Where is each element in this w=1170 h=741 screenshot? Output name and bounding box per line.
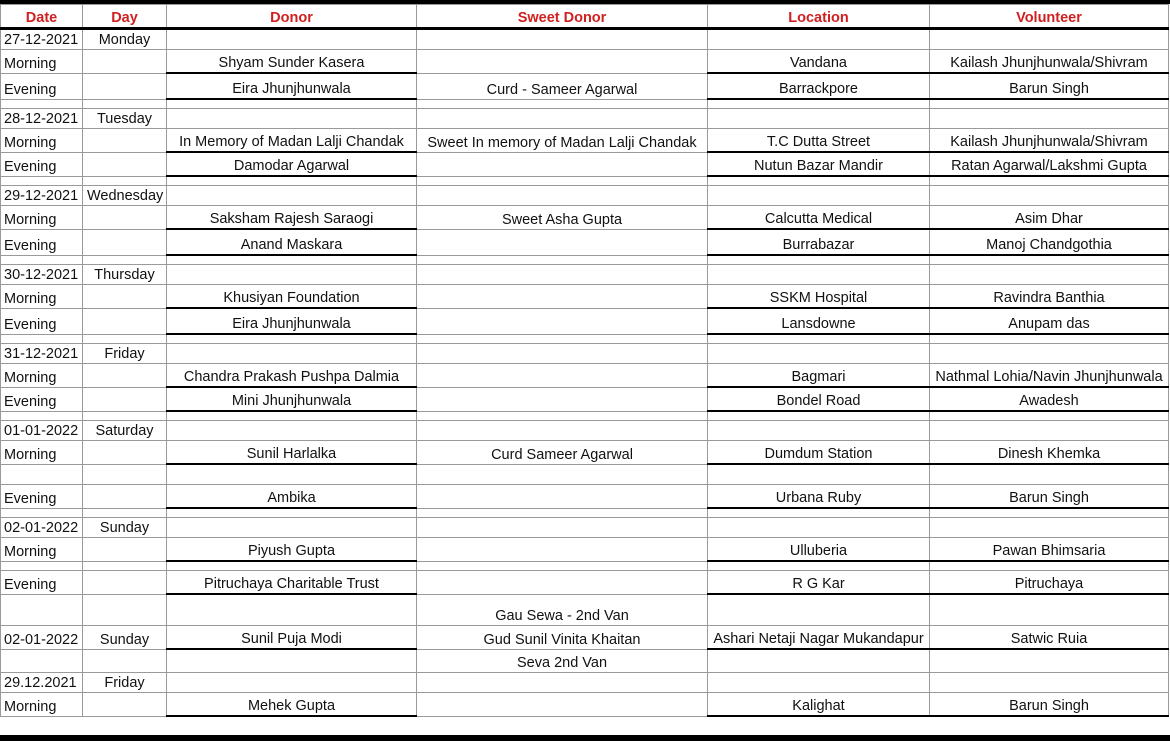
cell-donor — [167, 344, 417, 364]
cell-donor: Ambika — [167, 485, 417, 509]
cell-date: Morning — [1, 206, 83, 230]
cell-day: Thursday — [83, 265, 167, 285]
cell-donor — [167, 508, 417, 518]
cell-volunteer: Pitruchaya — [930, 571, 1169, 595]
cell-day: Sunday — [83, 518, 167, 538]
cell-day — [83, 464, 167, 485]
cell-donor — [167, 109, 417, 129]
cell-date: Evening — [1, 73, 83, 99]
table-row — [1, 229, 1169, 255]
cell-day — [83, 485, 167, 509]
cell-volunteer — [930, 186, 1169, 206]
cell-day: Monday — [83, 29, 167, 50]
cell-donor — [167, 29, 417, 50]
cell-location: Kalighat — [708, 693, 930, 717]
table-row — [1, 571, 1169, 595]
cell-date: Morning — [1, 693, 83, 717]
cell-date — [1, 176, 83, 186]
cell-location — [708, 99, 930, 109]
cell-sweet-donor — [417, 152, 708, 176]
cell-location: Dumdum Station — [708, 441, 930, 465]
table-row — [1, 308, 1169, 334]
cell-day — [83, 441, 167, 465]
table-row — [1, 561, 1169, 571]
table-row — [1, 176, 1169, 186]
cell-location: Bondel Road — [708, 387, 930, 411]
cell-date: Morning — [1, 538, 83, 562]
cell-day — [83, 594, 167, 626]
cell-date: 31-12-2021 — [1, 344, 83, 364]
cell-sweet-donor — [417, 693, 708, 717]
cell-date: Evening — [1, 387, 83, 411]
cell-location — [708, 109, 930, 129]
cell-location: SSKM Hospital — [708, 285, 930, 309]
cell-volunteer — [930, 344, 1169, 364]
cell-volunteer — [930, 464, 1169, 485]
cell-donor — [167, 186, 417, 206]
table-row — [1, 206, 1169, 230]
cell-volunteer: Satwic Ruia — [930, 626, 1169, 650]
bottom-border — [0, 735, 1170, 741]
cell-location — [708, 518, 930, 538]
cell-volunteer — [930, 561, 1169, 571]
cell-donor: Shyam Sunder Kasera — [167, 50, 417, 74]
cell-location — [708, 508, 930, 518]
cell-day — [83, 571, 167, 595]
table-row — [1, 421, 1169, 441]
cell-date: 29.12.2021 — [1, 673, 83, 693]
table-row — [1, 265, 1169, 285]
cell-volunteer — [930, 29, 1169, 50]
cell-volunteer: Dinesh Khemka — [930, 441, 1169, 465]
cell-date — [1, 334, 83, 344]
cell-volunteer: Asim Dhar — [930, 206, 1169, 230]
cell-volunteer: Awadesh — [930, 387, 1169, 411]
table-row — [1, 441, 1169, 465]
cell-date — [1, 99, 83, 109]
cell-location: Vandana — [708, 50, 930, 74]
cell-sweet-donor — [417, 186, 708, 206]
cell-sweet-donor: Curd Sameer Agarwal — [417, 441, 708, 465]
table-row — [1, 364, 1169, 388]
cell-volunteer: Kailash Jhunjhunwala/Shivram — [930, 129, 1169, 153]
cell-location — [708, 176, 930, 186]
cell-donor: Pitruchaya Charitable Trust — [167, 571, 417, 595]
cell-volunteer: Barun Singh — [930, 485, 1169, 509]
cell-date: Evening — [1, 308, 83, 334]
header-location: Location — [708, 5, 930, 29]
cell-donor: Sunil Puja Modi — [167, 626, 417, 650]
schedule-table — [0, 4, 1169, 717]
cell-volunteer: Nathmal Lohia/Navin Jhunjhunwala — [930, 364, 1169, 388]
cell-donor — [167, 421, 417, 441]
cell-location: Barrackpore — [708, 73, 930, 99]
header-volunteer: Volunteer — [930, 5, 1169, 29]
cell-date — [1, 255, 83, 265]
cell-date: 02-01-2022 — [1, 626, 83, 650]
cell-location: Calcutta Medical — [708, 206, 930, 230]
table-row — [1, 508, 1169, 518]
cell-day: Wednesday — [83, 186, 167, 206]
cell-volunteer: Kailash Jhunjhunwala/Shivram — [930, 50, 1169, 74]
cell-volunteer — [930, 594, 1169, 626]
cell-donor: Mini Jhunjhunwala — [167, 387, 417, 411]
cell-sweet-donor — [417, 285, 708, 309]
cell-sweet-donor — [417, 673, 708, 693]
cell-sweet-donor — [417, 464, 708, 485]
cell-location: T.C Dutta Street — [708, 129, 930, 153]
cell-date: Evening — [1, 152, 83, 176]
cell-volunteer — [930, 421, 1169, 441]
cell-location — [708, 421, 930, 441]
cell-volunteer: Anupam das — [930, 308, 1169, 334]
table-row — [1, 50, 1169, 74]
cell-sweet-donor — [417, 229, 708, 255]
table-row — [1, 152, 1169, 176]
table-row — [1, 411, 1169, 421]
table-row — [1, 285, 1169, 309]
cell-donor: Khusiyan Foundation — [167, 285, 417, 309]
cell-date: Morning — [1, 50, 83, 74]
schedule-body — [1, 29, 1169, 717]
cell-donor — [167, 594, 417, 626]
cell-donor — [167, 649, 417, 673]
cell-date: Morning — [1, 285, 83, 309]
cell-sweet-donor — [417, 344, 708, 364]
table-row — [1, 129, 1169, 153]
cell-day — [83, 364, 167, 388]
cell-donor: Damodar Agarwal — [167, 152, 417, 176]
table-row — [1, 464, 1169, 485]
cell-day — [83, 387, 167, 411]
cell-sweet-donor — [417, 334, 708, 344]
header-donor: Donor — [167, 5, 417, 29]
cell-day — [83, 206, 167, 230]
cell-date: Evening — [1, 229, 83, 255]
table-row — [1, 387, 1169, 411]
cell-day — [83, 152, 167, 176]
cell-volunteer — [930, 508, 1169, 518]
cell-donor — [167, 176, 417, 186]
cell-sweet-donor — [417, 485, 708, 509]
cell-day — [83, 129, 167, 153]
cell-day: Saturday — [83, 421, 167, 441]
cell-donor — [167, 99, 417, 109]
cell-volunteer: Pawan Bhimsaria — [930, 538, 1169, 562]
cell-date: 28-12-2021 — [1, 109, 83, 129]
cell-sweet-donor — [417, 265, 708, 285]
cell-volunteer — [930, 411, 1169, 421]
cell-volunteer — [930, 109, 1169, 129]
cell-date: 02-01-2022 — [1, 518, 83, 538]
cell-day — [83, 73, 167, 99]
table-row — [1, 538, 1169, 562]
cell-volunteer: Manoj Chandgothia — [930, 229, 1169, 255]
header-date: Date — [1, 5, 83, 29]
cell-sweet-donor — [417, 387, 708, 411]
cell-location — [708, 411, 930, 421]
cell-sweet-donor — [417, 176, 708, 186]
cell-sweet-donor: Sweet Asha Gupta — [417, 206, 708, 230]
cell-sweet-donor — [417, 29, 708, 50]
cell-sweet-donor — [417, 308, 708, 334]
cell-donor: Piyush Gupta — [167, 538, 417, 562]
cell-sweet-donor: Seva 2nd Van — [417, 649, 708, 673]
cell-date: 29-12-2021 — [1, 186, 83, 206]
cell-location: Ashari Netaji Nagar Mukandapur — [708, 626, 930, 650]
cell-day — [83, 538, 167, 562]
cell-location — [708, 344, 930, 364]
cell-date: Evening — [1, 485, 83, 509]
cell-date: Morning — [1, 364, 83, 388]
cell-date: 27-12-2021 — [1, 29, 83, 50]
cell-sweet-donor: Sweet In memory of Madan Lalji Chandak — [417, 129, 708, 153]
table-row — [1, 344, 1169, 364]
table-row — [1, 518, 1169, 538]
cell-location: Urbana Ruby — [708, 485, 930, 509]
cell-date — [1, 508, 83, 518]
cell-volunteer — [930, 518, 1169, 538]
cell-location: Bagmari — [708, 364, 930, 388]
cell-location — [708, 673, 930, 693]
cell-donor — [167, 673, 417, 693]
cell-location — [708, 255, 930, 265]
cell-day — [83, 255, 167, 265]
cell-donor — [167, 265, 417, 285]
cell-location — [708, 186, 930, 206]
cell-volunteer — [930, 176, 1169, 186]
cell-sweet-donor — [417, 538, 708, 562]
cell-donor — [167, 255, 417, 265]
header-sweet-donor: Sweet Donor — [417, 5, 708, 29]
cell-day — [83, 176, 167, 186]
cell-sweet-donor — [417, 518, 708, 538]
cell-sweet-donor — [417, 561, 708, 571]
cell-volunteer — [930, 673, 1169, 693]
cell-location: Lansdowne — [708, 308, 930, 334]
cell-location: Burrabazar — [708, 229, 930, 255]
cell-volunteer — [930, 265, 1169, 285]
cell-donor — [167, 518, 417, 538]
cell-donor: Sunil Harlalka — [167, 441, 417, 465]
cell-volunteer: Ravindra Banthia — [930, 285, 1169, 309]
cell-date — [1, 594, 83, 626]
table-row — [1, 186, 1169, 206]
table-row — [1, 693, 1169, 717]
cell-day — [83, 334, 167, 344]
cell-day — [83, 99, 167, 109]
cell-location — [708, 561, 930, 571]
cell-day — [83, 411, 167, 421]
cell-sweet-donor — [417, 508, 708, 518]
cell-sweet-donor — [417, 50, 708, 74]
cell-date: 01-01-2022 — [1, 421, 83, 441]
cell-location — [708, 334, 930, 344]
table-row — [1, 594, 1169, 626]
cell-location — [708, 265, 930, 285]
cell-volunteer: Ratan Agarwal/Lakshmi Gupta — [930, 152, 1169, 176]
cell-donor: Chandra Prakash Pushpa Dalmia — [167, 364, 417, 388]
cell-date — [1, 411, 83, 421]
cell-volunteer: Barun Singh — [930, 693, 1169, 717]
cell-sweet-donor: Gud Sunil Vinita Khaitan — [417, 626, 708, 650]
cell-day — [83, 229, 167, 255]
cell-location — [708, 649, 930, 673]
cell-day — [83, 561, 167, 571]
cell-sweet-donor — [417, 364, 708, 388]
cell-location: Nutun Bazar Mandir — [708, 152, 930, 176]
cell-date: Evening — [1, 571, 83, 595]
cell-day: Friday — [83, 673, 167, 693]
cell-day: Sunday — [83, 626, 167, 650]
table-row — [1, 334, 1169, 344]
cell-volunteer: Barun Singh — [930, 73, 1169, 99]
cell-sweet-donor — [417, 109, 708, 129]
table-row — [1, 73, 1169, 99]
table-row — [1, 109, 1169, 129]
table-row — [1, 649, 1169, 673]
cell-sweet-donor — [417, 571, 708, 595]
cell-donor: Eira Jhunjhunwala — [167, 73, 417, 99]
cell-volunteer — [930, 99, 1169, 109]
cell-sweet-donor — [417, 421, 708, 441]
cell-donor: Eira Jhunjhunwala — [167, 308, 417, 334]
table-row — [1, 485, 1169, 509]
cell-volunteer — [930, 334, 1169, 344]
cell-day: Friday — [83, 344, 167, 364]
cell-day — [83, 693, 167, 717]
cell-sweet-donor: Gau Sewa - 2nd Van — [417, 594, 708, 626]
cell-location: R G Kar — [708, 571, 930, 595]
cell-date — [1, 464, 83, 485]
cell-sweet-donor: Curd - Sameer Agarwal — [417, 73, 708, 99]
cell-location — [708, 594, 930, 626]
cell-sweet-donor — [417, 255, 708, 265]
cell-day — [83, 508, 167, 518]
cell-donor: Saksham Rajesh Saraogi — [167, 206, 417, 230]
cell-location: Ulluberia — [708, 538, 930, 562]
table-row — [1, 673, 1169, 693]
header-row — [1, 5, 1169, 29]
table-row — [1, 255, 1169, 265]
cell-location — [708, 464, 930, 485]
cell-date — [1, 649, 83, 673]
cell-date: Morning — [1, 441, 83, 465]
cell-volunteer — [930, 649, 1169, 673]
cell-donor: Mehek Gupta — [167, 693, 417, 717]
table-row — [1, 29, 1169, 50]
cell-location — [708, 29, 930, 50]
cell-volunteer — [930, 255, 1169, 265]
cell-date — [1, 561, 83, 571]
cell-day — [83, 649, 167, 673]
cell-donor: In Memory of Madan Lalji Chandak — [167, 129, 417, 153]
cell-donor — [167, 411, 417, 421]
cell-day — [83, 285, 167, 309]
cell-donor — [167, 561, 417, 571]
cell-day: Tuesday — [83, 109, 167, 129]
cell-donor — [167, 464, 417, 485]
cell-date: 30-12-2021 — [1, 265, 83, 285]
cell-donor: Anand Maskara — [167, 229, 417, 255]
cell-sweet-donor — [417, 411, 708, 421]
cell-sweet-donor — [417, 99, 708, 109]
header-day: Day — [83, 5, 167, 29]
cell-day — [83, 308, 167, 334]
cell-date: Morning — [1, 129, 83, 153]
cell-day — [83, 50, 167, 74]
table-row — [1, 626, 1169, 650]
table-row — [1, 99, 1169, 109]
cell-donor — [167, 334, 417, 344]
